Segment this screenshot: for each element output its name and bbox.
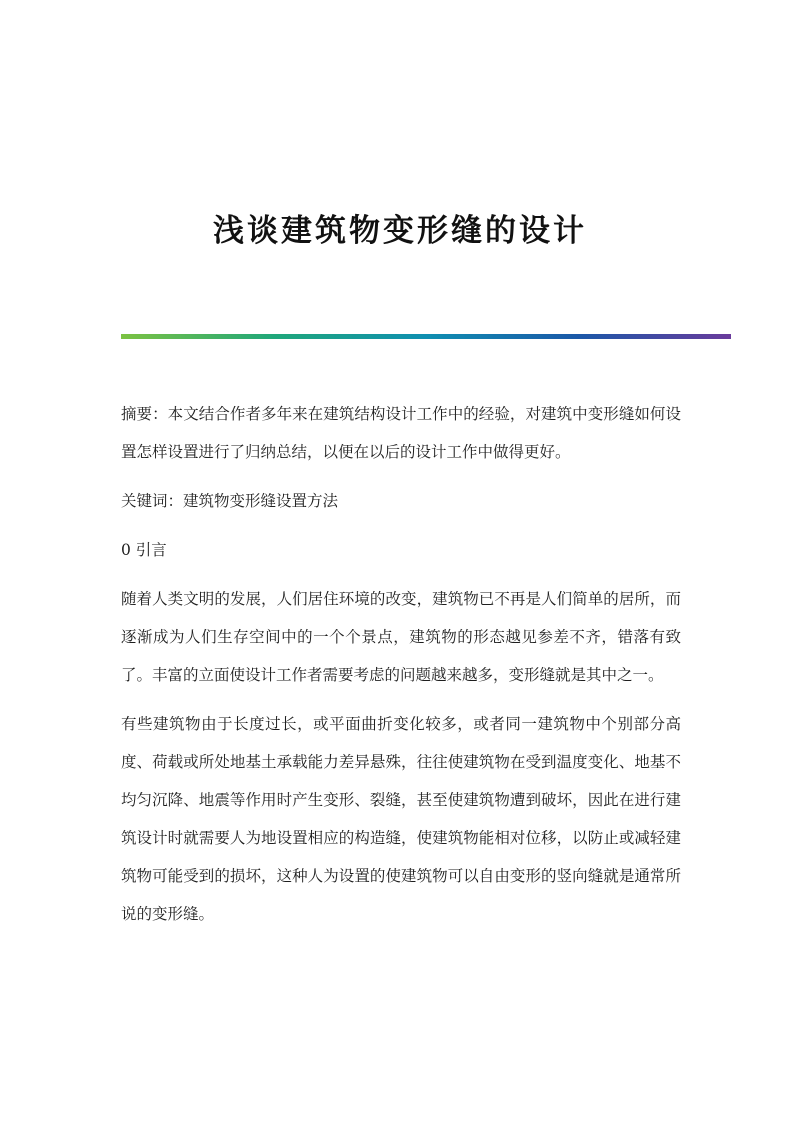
keywords-paragraph: 关键词：建筑物变形缝设置方法 [121, 492, 339, 510]
section-heading-introduction: 0 引言 [121, 541, 167, 559]
title-divider [121, 334, 731, 339]
document-body [121, 395, 681, 944]
document-title: 浅谈建筑物变形缝的设计 [213, 212, 587, 249]
body-paragraph: 随着人类文明的发展，人们居住环境的改变，建筑物已不再是人们简单的居所，而逐渐成为人们生存空间中的一个个景点，建筑物的形态越见参差不齐，错落有致了。丰富的立面使设计工作者需要考虑的问题越来越多，变形缝就是其中之一。 [121, 590, 681, 684]
body-paragraph: 有些建筑物由于长度过长，或平面曲折变化较多，或者同一建筑物中个别部分高度、荷载或所处地基土承载能力差异悬殊，往往使建筑物在受到温度变化、地基不均匀沉降、地震等作用时产生变形、裂缝，甚至使建筑物遭到破坏，因此在进行建筑设计时就需要人为地设置相应的构造缝，使建筑物能相对位移，以防止或减轻建筑物可能受到的损坏，这种人为设置的使建筑物可以自由变形的竖向缝就是通常所说的变形缝。 [121, 715, 681, 923]
abstract-paragraph: 摘要：本文结合作者多年来在建筑结构设计工作中的经验，对建筑中变形缝如何设置怎样设置进行了归纳总结，以便在以后的设计工作中做得更好。 [121, 405, 681, 461]
